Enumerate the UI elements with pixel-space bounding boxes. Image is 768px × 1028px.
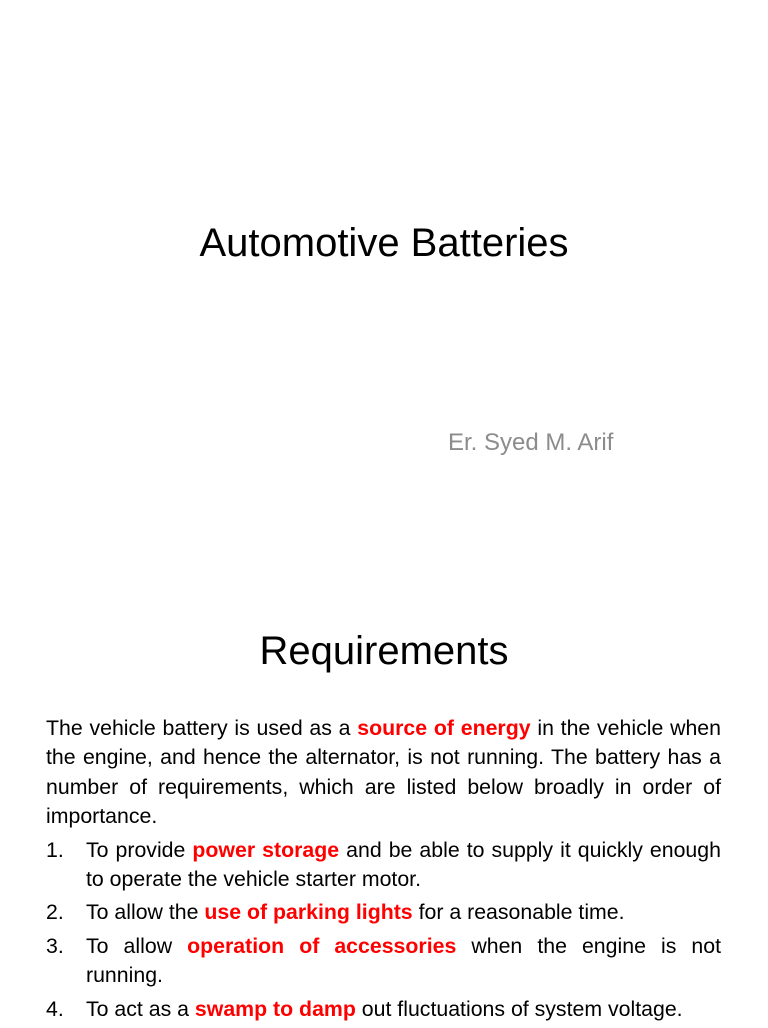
- item-text-after: out fluctuations of system voltage.: [355, 996, 683, 1021]
- requirements-slide: [0, 576, 768, 1024]
- slide-body: [46, 714, 721, 1028]
- item-highlight: swamp to damp: [194, 996, 356, 1021]
- item-highlight: use of parking lights: [204, 900, 413, 925]
- list-item: [46, 995, 721, 1024]
- item-number: 3.: [46, 933, 64, 958]
- intro-highlight: source of energy: [357, 716, 531, 740]
- item-number: 1.: [46, 837, 64, 862]
- slide-title: Requirements: [259, 629, 509, 673]
- list-item: [46, 836, 721, 895]
- list-item: [46, 898, 721, 927]
- item-text-after: and be able to supply it quickly enough to operate the vehicle starter motor.: [86, 837, 721, 892]
- item-text-before: To act as a: [86, 996, 195, 1021]
- presentation-title: Automotive Batteries: [199, 221, 569, 265]
- item-text-before: To provide: [86, 837, 193, 862]
- intro-paragraph: [46, 714, 721, 832]
- item-number: 4.: [46, 996, 64, 1021]
- item-text-after: when the engine is not running.: [86, 933, 721, 988]
- item-highlight: operation of accessories: [187, 933, 457, 958]
- intro-text-after: in the vehicle when the engine, and hence the alternator, is not running. The battery has a number of requirements, which are listed below broadly in order of importance.: [46, 716, 721, 829]
- item-highlight: power storage: [192, 837, 340, 862]
- author-name: Er. Syed M. Arif: [448, 429, 614, 456]
- item-text-before: To allow the: [86, 900, 205, 925]
- item-number: 2.: [46, 900, 64, 925]
- intro-text-before: The vehicle battery is used as a: [46, 716, 358, 740]
- list-item: [46, 932, 721, 991]
- item-text-after: for a reasonable time.: [412, 900, 625, 925]
- item-text-before: To allow: [86, 933, 188, 958]
- requirements-list: [46, 836, 721, 1024]
